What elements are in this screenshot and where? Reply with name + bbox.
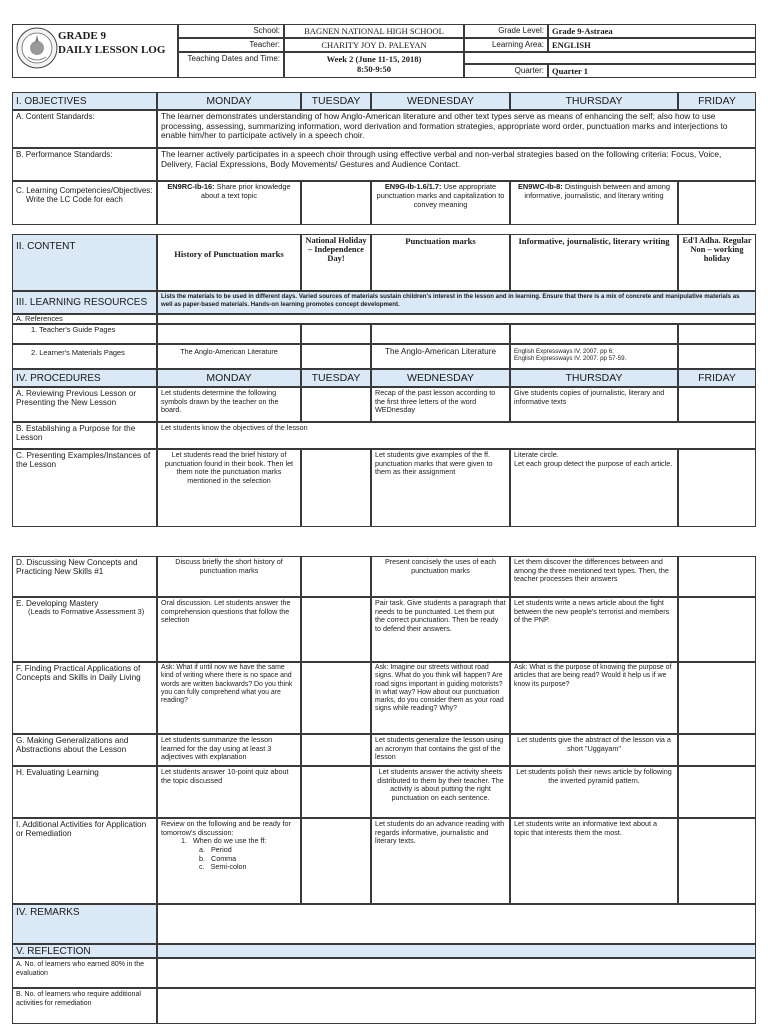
proc-d-wed: Present concisely the uses of each punctuation marks [371, 556, 510, 597]
proc-c-mon: Let students read the brief history of punctuation found in their book. Then let them note the punctuation marks mentioned in the selection [157, 449, 301, 527]
school-label: School: [178, 24, 284, 38]
proc-f-wed: Ask: Imagine our streets without road signs. What do you think will happen? Are road signs important in guiding motorists? In what way? How about our punctuation marks, do you consider them as your road signs while reading? Why? [371, 662, 510, 734]
proc-day-thursday: THURSDAY [510, 369, 678, 387]
day-monday: MONDAY [157, 92, 301, 110]
learners-materials-thu-2: English Expressways IV. 2007. pp 57-59. [514, 355, 627, 363]
day-friday: FRIDAY [678, 92, 756, 110]
procedures-heading: IV. PROCEDURES [12, 369, 157, 387]
content-monday: History of Punctuation marks [157, 234, 301, 291]
area-label: Learning Area: [464, 38, 548, 52]
proc-i-mon-q-num: 1. [181, 836, 187, 846]
grade-label: Grade Level: [464, 24, 548, 38]
proc-i-mon-c [161, 863, 297, 872]
proc-i-wed: Let students do an advance reading with regards informative, journalistic and literary texts. [371, 818, 510, 904]
day-wednesday: WEDNESDAY [371, 92, 510, 110]
content-tuesday: National Holiday – Independence Day! [301, 234, 371, 291]
proc-day-friday: FRIDAY [678, 369, 756, 387]
proc-i-mon-a-letter: a. [199, 844, 205, 854]
content-wednesday: Punctuation marks [371, 234, 510, 291]
title-dll: DAILY LESSON LOG [58, 44, 166, 56]
reflection-b-body [157, 988, 756, 1024]
reflection-a-body [157, 958, 756, 988]
proc-b-text: Let students know the objectives of the lesson [157, 422, 756, 449]
proc-e-fri [678, 597, 756, 662]
proc-h-tue [301, 766, 371, 818]
teachers-guide-thu [510, 324, 678, 344]
teachers-guide-wed [371, 324, 510, 344]
proc-h-thu: Let students polish their news article by following the inverted pyramid pattern. [510, 766, 678, 818]
teachers-guide-mon [157, 324, 301, 344]
proc-h-mon: Let students answer 10-point quiz about the topic discussed [157, 766, 301, 818]
proc-i-mon-b-text: Comma [211, 853, 237, 863]
competencies-label [12, 181, 157, 225]
proc-i-mon-b-letter: b. [199, 853, 205, 863]
content-friday: Ed'l Adha. Regular Non – working holiday [678, 234, 756, 291]
proc-i-tue [301, 818, 371, 904]
performance-standards-text: The learner actively participates in a speech choir through using effective verbal and non-verbal strategies based on the following criteria: Focus, Voice, Delivery, Facial Expressions, Body Movements/ Gestures and Audience Contact. [157, 148, 756, 181]
grade-blank [464, 52, 756, 64]
references-label: A. References [12, 314, 157, 324]
proc-d-mon: Discuss briefly the short history of punctuation marks [157, 556, 301, 597]
proc-i-thu: Let students write an informative text about a topic that interests them the most. [510, 818, 678, 904]
competency-monday-code: EN9RC-Ib-16: [167, 182, 215, 191]
proc-f-label: F. Finding Practical Applications of Concepts and Skills in Daily Living [12, 662, 157, 734]
proc-h-wed: Let students answer the activity sheets distributed to them by their teacher. The activity is about putting the right punctuation on each sentence. [371, 766, 510, 818]
proc-i-mon [157, 818, 301, 904]
remarks-body [157, 904, 756, 944]
proc-c-thu [510, 449, 678, 527]
grade-value: Grade 9-Astraea [548, 24, 756, 38]
reflection-a-label: A. No. of learners who earned 80% in the evaluation [12, 958, 157, 988]
proc-d-thu: Let them discover the differences between and among the three mentioned text types. Then, the teacher processes their answers [510, 556, 678, 597]
proc-i-mon-intro: Review on the following and be ready for tomorrow's discussion: [161, 819, 291, 837]
content-standards-text: The learner demonstrates understanding of how Anglo-American literature and other text types serve as means of enhancing the self; also how to use processing, assessing, summarizing information, word derivation and formation strategies, appropriate word order, punctuation marks and interjections to enable him/her to participate actively in a speech choir. [157, 110, 756, 148]
teachers-guide-tue [301, 324, 371, 344]
teacher-label: Teacher: [178, 38, 284, 52]
reflection-b-label: B. No. of learners who require additional activities for remediation [12, 988, 157, 1024]
proc-i-label: I. Additional Activities for Application or Remediation [12, 818, 157, 904]
resources-heading: III. LEARNING RESOURCES [12, 291, 157, 314]
proc-day-tuesday: TUESDAY [301, 369, 371, 387]
proc-e-label-sub: (Leads to Formative Assessment 3) [28, 607, 145, 617]
learners-materials-label: 2. Learner's Materials Pages [12, 344, 157, 369]
content-thursday: Informative, journalistic, literary writing [510, 234, 678, 291]
proc-e-thu: Let students write a news article about the fight between the new people's terrorist and members of the PNP. [510, 597, 678, 662]
proc-c-label: C. Presenting Examples/Instances of the Lesson [12, 449, 157, 527]
dates-value [284, 52, 464, 78]
learners-materials-mon: The Anglo-American Literature [157, 344, 301, 369]
proc-a-mon: Let students determine the following symbols drawn by the teacher on the board. [157, 387, 301, 422]
proc-day-wednesday: WEDNESDAY [371, 369, 510, 387]
proc-i-fri [678, 818, 756, 904]
proc-h-fri [678, 766, 756, 818]
dates-week: Week 2 (June 11-15, 2018) [326, 54, 422, 64]
proc-a-thu: Give students copies of journalistic, literary and informative texts [510, 387, 678, 422]
teacher-value: CHARITY JOY D. PALEYAN [284, 38, 464, 52]
quarter-value: Quarter 1 [548, 64, 756, 78]
competency-tuesday [301, 181, 371, 225]
proc-f-mon: Ask: What if until now we have the same kind of writing where there is no space and words are written backwards? Do you think you can fully comprehend what you are reading? [157, 662, 301, 734]
proc-a-fri [678, 387, 756, 422]
proc-f-fri [678, 662, 756, 734]
proc-e-label [12, 597, 157, 662]
day-thursday: THURSDAY [510, 92, 678, 110]
dates-time: 8:50-9:50 [357, 64, 391, 75]
proc-g-label: G. Making Generalizations and Abstractions about the Lesson [12, 734, 157, 766]
competency-thursday [510, 181, 678, 225]
proc-b-label: B. Establishing a Purpose for the Lesson [12, 422, 157, 449]
competency-wednesday [371, 181, 510, 225]
deped-seal [16, 27, 58, 69]
proc-a-label: A. Reviewing Previous Lesson or Presenting the New Lesson [12, 387, 157, 422]
competency-monday [157, 181, 301, 225]
proc-e-tue [301, 597, 371, 662]
objectives-heading: I. OBJECTIVES [12, 92, 157, 110]
learners-materials-thu [510, 344, 678, 369]
quarter-label: Quarter: [464, 64, 548, 78]
learners-materials-wed: The Anglo-American Literature [371, 344, 510, 369]
reflection-heading-body [157, 944, 756, 958]
proc-c-thu-1: Literate circle. [514, 450, 559, 459]
day-tuesday: TUESDAY [301, 92, 371, 110]
competency-wednesday-code: EN9G-Ib-1.6/1.7: [384, 182, 442, 191]
proc-a-wed: Recap of the past lesson according to the first three letters of the word WEDnesday [371, 387, 510, 422]
references-row [157, 314, 756, 324]
competencies-label-text: C. Learning Competencies/Objectives: [16, 186, 153, 195]
content-standards-label: A. Content Standards: [12, 110, 157, 148]
competency-wednesday-text: Use appropriate punctuation marks and capitalization to convey meaning [376, 182, 505, 209]
proc-c-tue [301, 449, 371, 527]
proc-i-mon-a-text: Period [211, 844, 232, 854]
proc-c-wed: Let students give examples of the ff. punctuation marks that were given to them as their assignment [371, 449, 510, 527]
proc-g-mon: Let students summarize the lesson learned for the day using at least 3 adjectives with explanation [157, 734, 301, 766]
competencies-sub: Write the LC Code for each [26, 195, 123, 205]
proc-d-tue [301, 556, 371, 597]
proc-e-wed: Pair task. Give students a paragraph that needs to be punctuated. Let them put the correct punctuation. Then be ready to defend their answers. [371, 597, 510, 662]
proc-g-thu: Let students give the abstract of the lesson via a short "Uggayam" [510, 734, 678, 766]
proc-d-fri [678, 556, 756, 597]
performance-standards-label: B. Performance Standards: [12, 148, 157, 181]
competency-thursday-text: Distinguish between and among informative, journalistic, and literary writing [524, 182, 670, 200]
teachers-guide-fri [678, 324, 756, 344]
content-heading: II. CONTENT [12, 234, 157, 291]
school-value: BAGNEN NATIONAL HIGH SCHOOL [284, 24, 464, 38]
proc-a-tue [301, 387, 371, 422]
proc-g-fri [678, 734, 756, 766]
proc-h-label: H. Evaluating Learning [12, 766, 157, 818]
resources-note: Lists the materials to be used in different days. Varied sources of materials sustain children's interest in the lesson and in learning. Ensure that there is a mix of concrete and manipulative materials as well as paper-based materials. Hands-on learning promotes concept development. [157, 291, 756, 314]
competency-monday-text: Share prior knowledge about a text topic [200, 182, 291, 200]
proc-day-monday: MONDAY [157, 369, 301, 387]
title-grade: GRADE 9 [58, 30, 106, 42]
proc-i-mon-c-text: Semi-colon [210, 862, 247, 872]
proc-i-mon-c-letter: c. [199, 862, 205, 872]
proc-g-tue [301, 734, 371, 766]
area-value: ENGLISH [548, 38, 756, 52]
remarks-heading: IV. REMARKS [12, 904, 157, 944]
learners-materials-tue [301, 344, 371, 369]
proc-f-thu: Ask: What is the purpose of knowing the purpose of articles that are being read? Would it help us if we know its purpose? [510, 662, 678, 734]
reflection-heading: V. REFLECTION [12, 944, 157, 958]
proc-c-thu-2: Let each group detect the purpose of each article. [514, 458, 673, 468]
proc-f-tue [301, 662, 371, 734]
teachers-guide-label: 1. Teacher's Guide Pages [12, 324, 157, 344]
learners-materials-thu-1: English Expressways IV. 2007. pp 6; [514, 348, 614, 355]
dates-label: Teaching Dates and Time: [178, 52, 284, 78]
proc-g-wed: Let students generalize the lesson using an acronym that contains the gist of the lesson [371, 734, 510, 766]
proc-e-label-text: E. Developing Mastery [16, 599, 99, 608]
competency-friday [678, 181, 756, 225]
proc-d-label: D. Discussing New Concepts and Practicing New Skills #1 [12, 556, 157, 597]
proc-c-fri [678, 449, 756, 527]
proc-i-mon-q-text: When do we use the ff: [193, 836, 267, 846]
proc-e-mon: Oral discussion. Let students answer the comprehension questions that follow the selection [157, 597, 301, 662]
competency-thursday-code: EN9WC-Ib-8: [518, 182, 563, 191]
learners-materials-fri [678, 344, 756, 369]
